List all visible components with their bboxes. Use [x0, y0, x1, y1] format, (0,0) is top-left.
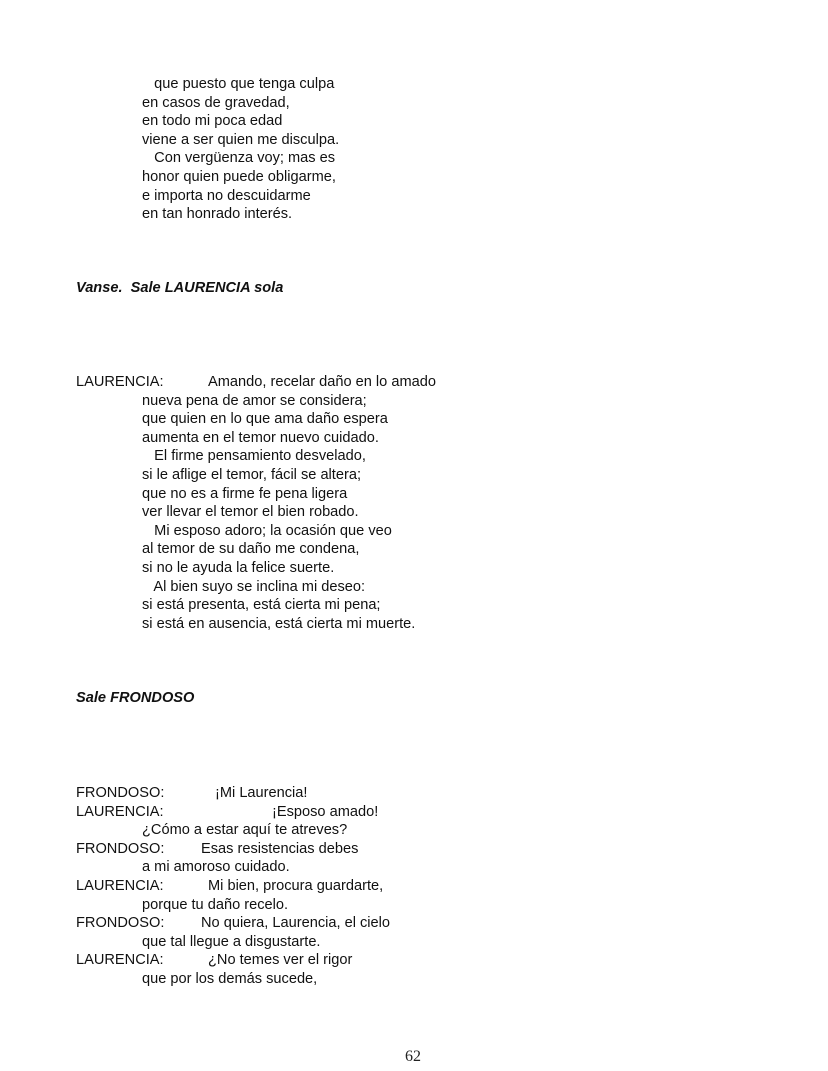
verse-line: que quien en lo que ama daño espera: [142, 411, 388, 428]
verse-line: Al bien suyo se inclina mi deseo:: [142, 578, 366, 595]
speaker-label: LAURENCIA:: [76, 374, 164, 390]
verse-line: que por los demás sucede,: [142, 971, 318, 987]
verse-line: porque tu daño recelo.: [142, 896, 289, 913]
verse-line: si está presenta, está cierta mi pena;: [142, 597, 381, 614]
verse-line: Mi esposo adoro; la ocasión que veo: [142, 522, 392, 539]
verse-line: ¿No temes ver el rigor: [208, 952, 353, 969]
verse-line: nueva pena de amor se considera;: [142, 392, 367, 409]
verse-line: ¿Cómo a estar aquí te atreves?: [142, 822, 348, 839]
verse-line: que no es a firme fe pena ligera: [142, 485, 348, 502]
verse-line: si le aflige el temor, fácil se altera;: [142, 467, 362, 483]
verse-line: si está en ausencia, está cierta mi muerte.: [142, 615, 416, 632]
speaker-label: LAURENCIA:: [76, 803, 164, 820]
stage-direction: Sale FRONDOSO: [76, 690, 195, 706]
speaker-label: FRONDOSO:: [76, 915, 165, 932]
verse-line: ¡Mi Laurencia!: [215, 785, 308, 801]
verse-line: e importa no descuidarme: [142, 187, 311, 204]
verse-line: No quiera, Laurencia, el cielo: [201, 915, 391, 932]
verse-line: al temor de su daño me condena,: [142, 541, 360, 558]
verse-line: ¡Esposo amado!: [272, 803, 379, 820]
verse-line: en tan honrado interés.: [142, 206, 293, 223]
verse-line: en todo mi poca edad: [142, 113, 283, 130]
verse-line: ver llevar el temor el bien robado.: [142, 504, 359, 521]
verse-line: viene a ser quien me disculpa.: [142, 131, 340, 148]
verse-line: que puesto que tenga culpa: [142, 76, 335, 92]
speaker-label: LAURENCIA:: [76, 878, 164, 894]
verse-line: Amando, recelar daño en lo amado: [208, 374, 436, 390]
verse-line: Mi bien, procura guardarte,: [208, 878, 384, 894]
speaker-label: FRONDOSO:: [76, 785, 165, 801]
verse-line: que tal llegue a disgustarte.: [142, 933, 321, 950]
verse-line: a mi amoroso cuidado.: [142, 859, 290, 876]
verse-line: Esas resistencias debes: [201, 840, 359, 857]
verse-line: en casos de gravedad,: [142, 94, 290, 111]
verse-line: aumenta en el temor nuevo cuidado.: [142, 429, 379, 446]
stage-direction: Vanse. Sale LAURENCIA sola: [76, 280, 284, 296]
page-number: 62: [405, 1048, 421, 1065]
speaker-label: LAURENCIA:: [76, 952, 164, 969]
verse-line: Con vergüenza voy; mas es: [142, 150, 336, 167]
verse-line: honor quien puede obligarme,: [142, 169, 336, 185]
verse-line: si no le ayuda la felice suerte.: [142, 560, 335, 576]
verse-line: El firme pensamiento desvelado,: [142, 448, 366, 465]
speaker-label: FRONDOSO:: [76, 840, 165, 857]
